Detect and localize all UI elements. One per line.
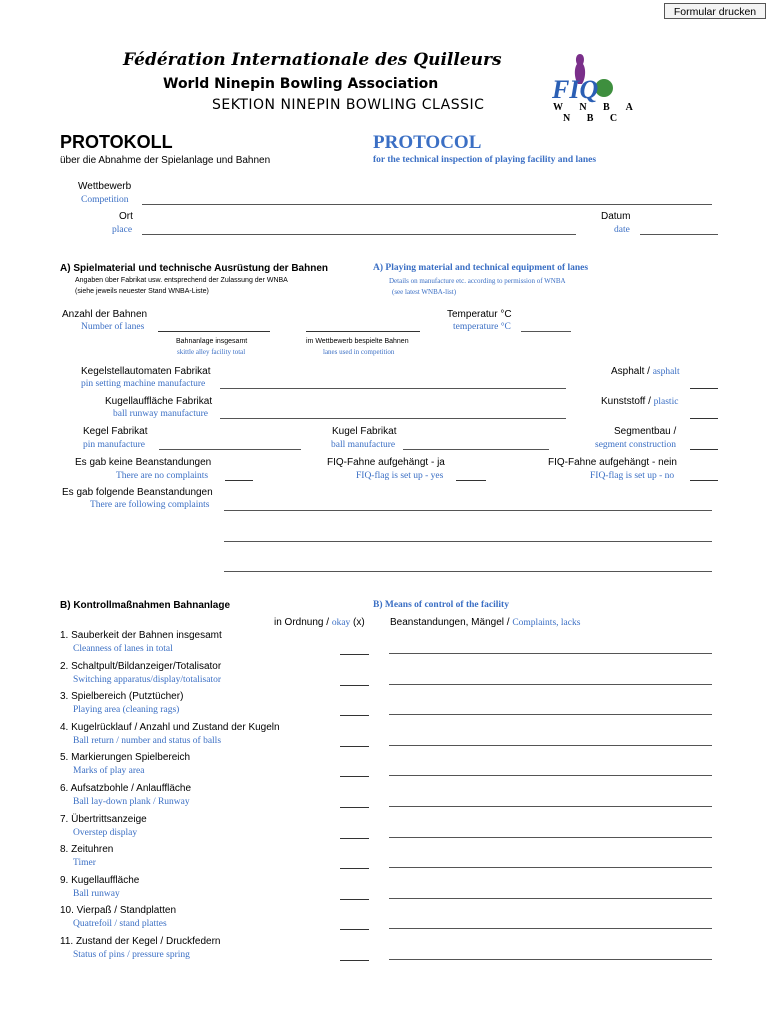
- date-label-en: date: [614, 225, 630, 235]
- checklist-item-label-de: 9. Kugellauffläche: [60, 875, 140, 886]
- pins-label-en: pin manufacture: [83, 440, 145, 450]
- checklist-item-complaint-field[interactable]: [389, 867, 712, 868]
- pinsetter-label-en: pin setting machine manufacture: [81, 379, 206, 389]
- logo-letters-wnba: W N B A: [553, 102, 640, 113]
- checklist-item-complaint-field[interactable]: [389, 653, 712, 654]
- checklist-item-okay-field[interactable]: [340, 838, 369, 839]
- checklist-item-label-de: 11. Zustand der Kegel / Druckfedern: [60, 936, 221, 947]
- okay-column-header: [274, 617, 365, 628]
- section-a-note-de-2: (siehe jeweils neuester Stand WNBA-Liste): [75, 288, 209, 295]
- checklist-item-label-en: Marks of play area: [73, 766, 145, 776]
- section-a-note-en-1: Details on manufacture etc. according to permission of WNBA: [389, 277, 566, 285]
- checklist-item-label-de: 2. Schaltpult/Bildanzeiger/Totalisator: [60, 661, 222, 672]
- checklist-item-okay-field[interactable]: [340, 960, 369, 961]
- runway-input[interactable]: [220, 418, 566, 419]
- checklist-item-okay-field[interactable]: [340, 715, 369, 716]
- checklist-item-okay-field[interactable]: [340, 685, 369, 686]
- checklist-item-label-en: Ball lay-down plank / Runway: [73, 797, 190, 807]
- section-a-title-de: A) Spielmaterial und technische Ausrüstung der Bahnen: [60, 263, 329, 274]
- asphalt-label-en: asphalt: [652, 367, 680, 377]
- checklist-item-okay-field[interactable]: [340, 746, 369, 747]
- checklist-item-complaint-field[interactable]: [389, 959, 712, 960]
- competition-input[interactable]: [142, 204, 712, 205]
- okay-header-en: okay: [331, 618, 351, 628]
- checklist-item-complaint-field[interactable]: [389, 837, 712, 838]
- checklist-item-complaint-field[interactable]: [389, 745, 712, 746]
- okay-header-x: (x): [350, 617, 365, 628]
- checklist-item-complaint-field[interactable]: [389, 898, 712, 899]
- complaints-input-3[interactable]: [224, 571, 712, 572]
- pins-label-de: Kegel Fabrikat: [83, 426, 148, 437]
- segment-label-en: segment construction: [595, 440, 676, 450]
- temperature-input[interactable]: [521, 331, 571, 332]
- lanes-total-input[interactable]: [158, 331, 270, 332]
- no-complaints-label-en: There are no complaints: [116, 471, 209, 481]
- checklist-item-label-en: Playing area (cleaning rags): [73, 705, 180, 715]
- competition-label-en: Competition: [81, 195, 129, 205]
- checklist-item-label-en: Overstep display: [73, 828, 138, 838]
- checklist-item-okay-field[interactable]: [340, 807, 369, 808]
- date-label-de: Datum: [601, 211, 631, 222]
- flag-yes-checkbox[interactable]: [456, 480, 486, 481]
- checklist-item-okay-field[interactable]: [340, 899, 369, 900]
- lanes-total-label-en: skittle alley facility total: [177, 348, 246, 356]
- balls-label-de: Kugel Fabrikat: [332, 426, 397, 437]
- flag-yes-label-de: FIQ-Fahne aufgehängt - ja: [327, 457, 445, 468]
- plastic-checkbox[interactable]: [690, 418, 718, 419]
- checklist-item-okay-field[interactable]: [340, 654, 369, 655]
- checklist-item-okay-field[interactable]: [340, 868, 369, 869]
- title-en: PROTOCOL: [373, 132, 482, 153]
- checklist-item-label-de: 5. Markierungen Spielbereich: [60, 752, 191, 763]
- checklist-item-label-de: 6. Aufsatzbohle / Anlauffläche: [60, 783, 192, 794]
- checklist-item-label-en: Ball return / number and status of balls: [73, 736, 222, 746]
- checklist-item-okay-field[interactable]: [340, 776, 369, 777]
- section-b-title-de: B) Kontrollmaßnahmen Bahnanlage: [60, 600, 231, 611]
- checklist-item-label-de: 3. Spielbereich (Putztücher): [60, 691, 184, 702]
- temperature-label-en: temperature °C: [453, 322, 511, 332]
- defects-column-header: [390, 617, 580, 628]
- plastic-label: [601, 396, 678, 407]
- place-input[interactable]: [142, 234, 576, 235]
- date-input[interactable]: [640, 234, 718, 235]
- fiq-logo-text: FIQ: [552, 75, 599, 104]
- pinsetter-input[interactable]: [220, 388, 566, 389]
- lanes-used-label-de: im Wettbewerb bespielte Bahnen: [306, 338, 409, 345]
- complaints-input-1[interactable]: [224, 510, 712, 511]
- checklist-item-label-en: Switching apparatus/display/totalisator: [73, 675, 222, 685]
- checklist-item-label-en: Cleanness of lanes in total: [73, 644, 173, 654]
- checklist-item-label-en: Timer: [73, 858, 96, 868]
- lanes-total-label-de: Bahnanlage insgesamt: [176, 338, 248, 345]
- federation-name: Fédération Internationale des Quilleurs: [123, 50, 502, 70]
- complaints-input-2[interactable]: [224, 541, 712, 542]
- temperature-label-de: Temperatur °C: [447, 309, 512, 320]
- pins-input[interactable]: [159, 449, 301, 450]
- checklist-item-label-de: 4. Kugelrücklauf / Anzahl und Zustand der Kugeln: [60, 722, 280, 733]
- section-b-title-en: B) Means of control of the facility: [373, 600, 509, 610]
- place-label-en: place: [112, 225, 133, 235]
- subtitle-en: for the technical inspection of playing facility and lanes: [373, 155, 597, 165]
- checklist-item-label-en: Status of pins / pressure spring: [73, 950, 190, 960]
- section-a-title-en: A) Playing material and technical equipment of lanes: [373, 263, 589, 273]
- checklist-item-complaint-field[interactable]: [389, 714, 712, 715]
- lanes-label-de: Anzahl der Bahnen: [62, 309, 148, 320]
- plastic-label-de: Kunststoff /: [601, 396, 654, 407]
- checklist-item-label-de: 1. Sauberkeit der Bahnen insgesamt: [60, 630, 222, 641]
- balls-input[interactable]: [403, 449, 549, 450]
- competition-label-de: Wettbewerb: [78, 181, 132, 192]
- checklist-item-complaint-field[interactable]: [389, 775, 712, 776]
- asphalt-label-de: Asphalt /: [611, 366, 653, 377]
- runway-label-de: Kugellauffläche Fabrikat: [105, 396, 213, 407]
- complaints-label-en: There are following complaints: [90, 500, 210, 510]
- flag-yes-label-en: FIQ-flag is set up - yes: [356, 471, 444, 481]
- checklist-item-complaint-field[interactable]: [389, 684, 712, 685]
- lanes-label-en: Number of lanes: [81, 322, 145, 332]
- lanes-used-input[interactable]: [306, 331, 420, 332]
- balls-label-en: ball manufacture: [331, 440, 396, 450]
- logo-letters-nbc: N B C: [563, 113, 625, 124]
- title-de: PROTOKOLL: [60, 132, 173, 152]
- section-name: SEKTION NINEPIN BOWLING CLASSIC: [212, 97, 485, 113]
- complaints-label-de: Es gab folgende Beanstandungen: [62, 487, 213, 498]
- section-a-note-de-1: Angaben über Fabrikat usw. entsprechend der Zulassung der WNBA: [75, 277, 288, 284]
- checklist-item-label-de: 10. Vierpaß / Standplatten: [60, 905, 177, 916]
- checklist-item-label-de: 7. Übertrittsanzeige: [60, 814, 147, 825]
- flag-no-label-en: FIQ-flag is set up - no: [590, 471, 675, 481]
- checklist-item-complaint-field[interactable]: [389, 928, 712, 929]
- checklist-item-label-en: Ball runway: [73, 889, 120, 899]
- runway-label-en: ball runway manufacture: [113, 409, 208, 419]
- flag-no-checkbox[interactable]: [690, 480, 718, 481]
- segment-checkbox[interactable]: [690, 449, 718, 450]
- section-a-note-en-2: (see latest WNBA-list): [392, 288, 457, 296]
- checklist-item-okay-field[interactable]: [340, 929, 369, 930]
- asphalt-label: [611, 366, 680, 377]
- plastic-label-en: plastic: [653, 397, 679, 407]
- subtitle-de: über die Abnahme der Spielanlage und Bahnen: [60, 155, 271, 166]
- segment-label-de: Segmentbau /: [614, 426, 677, 437]
- no-complaints-label-de: Es gab keine Beanstandungen: [75, 457, 212, 468]
- defects-header-en: Complaints, lacks: [512, 618, 581, 628]
- okay-header-de: in Ordnung /: [274, 617, 332, 628]
- asphalt-checkbox[interactable]: [690, 388, 718, 389]
- checklist-item-complaint-field[interactable]: [389, 806, 712, 807]
- print-form-button[interactable]: Formular drucken: [664, 3, 766, 19]
- defects-header-de: Beanstandungen, Mängel /: [390, 617, 513, 628]
- pinsetter-label-de: Kegelstellautomaten Fabrikat: [81, 366, 211, 377]
- lanes-used-label-en: lanes used in competition: [323, 348, 395, 356]
- no-complaints-checkbox[interactable]: [225, 480, 253, 481]
- checklist-item-label-en: Quatrefoil / stand plattes: [73, 919, 167, 929]
- place-label-de: Ort: [119, 211, 133, 222]
- flag-no-label-de: FIQ-Fahne aufgehängt - nein: [548, 457, 677, 468]
- association-name: World Ninepin Bowling Association: [163, 76, 439, 92]
- checklist-item-label-de: 8. Zeituhren: [60, 844, 114, 855]
